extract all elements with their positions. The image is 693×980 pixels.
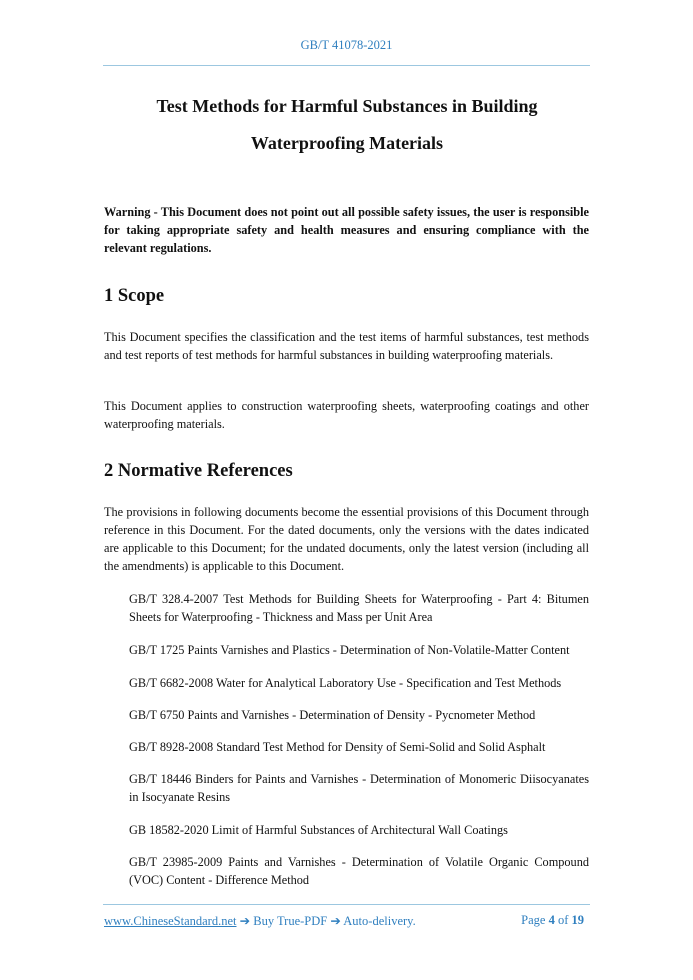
footer-divider <box>103 904 590 905</box>
references-intro-paragraph: The provisions in following documents become the essential provisions of this Document through reference in this Document. For the dated documents, only the versions with the dates indicated are applicable to this Document; for the undated documents, only the latest version (including all the amendments) is applicable to this Document. <box>104 505 589 573</box>
reference-item: GB 18582-2020 Limit of Harmful Substances of Architectural Wall Coatings <box>129 823 508 837</box>
reference-item: GB/T 6750 Paints and Varnishes - Determination of Density - Pycnometer Method <box>129 708 536 722</box>
total-pages: 19 <box>571 913 584 927</box>
reference-item: GB/T 1725 Paints Varnishes and Plastics - Determination of Non-Volatile-Matter Content <box>129 643 570 657</box>
section-heading-scope: 1 Scope <box>104 286 165 306</box>
arrow-icon: ➔ <box>330 914 341 928</box>
scope-paragraph-1: This Document specifies the classification and the test items of harmful substances, test methods and test reports of test methods for harmful substances in building waterproofing materials. <box>104 330 589 362</box>
reference-item: GB/T 23985-2009 Paints and Varnishes - Determination of Volatile Organic Compound (VOC) Content - Difference Method <box>129 855 589 887</box>
document-title-line-2: Waterproofing Materials <box>250 133 444 153</box>
current-page: 4 <box>548 913 555 927</box>
reference-item: GB/T 6682-2008 Water for Analytical Laboratory Use - Specification and Test Methods <box>129 676 562 690</box>
reference-item: GB/T 8928-2008 Standard Test Method for Density of Semi-Solid and Solid Asphalt <box>129 740 546 754</box>
page-label: Page <box>521 913 546 927</box>
header-divider <box>103 65 590 66</box>
document-title-line-1: Test Methods for Harmful Substances in Building <box>156 96 538 116</box>
site-link[interactable]: www.ChineseStandard.net <box>104 914 237 928</box>
reference-item: GB/T 18446 Binders for Paints and Varnishes - Determination of Monomeric Diisocyanates in Isocyanate Resins <box>129 772 589 804</box>
scope-paragraph-2: This Document applies to construction waterproofing sheets, waterproofing coatings and other waterproofing materials. <box>104 399 589 431</box>
running-header: GB/T 41078-2021 <box>300 38 393 52</box>
buy-pdf-text: Buy True-PDF <box>253 914 328 928</box>
page-number <box>521 913 584 928</box>
of-label: of <box>557 913 569 927</box>
section-heading-normative-references: 2 Normative References <box>104 461 293 481</box>
auto-delivery-text: Auto-delivery. <box>343 914 416 928</box>
warning-notice: Warning - This Document does not point out all possible safety issues, the user is responsible for taking appropriate safety and health measures and ensuring compliance with the relevant regulations. <box>104 205 589 255</box>
reference-item: GB/T 328.4-2007 Test Methods for Building Sheets for Waterproofing - Part 4: Bitumen Sheets for Waterproofing - Thickness and Mass per Unit Area <box>129 592 589 624</box>
footer-links <box>104 913 416 929</box>
arrow-icon: ➔ <box>239 914 251 928</box>
